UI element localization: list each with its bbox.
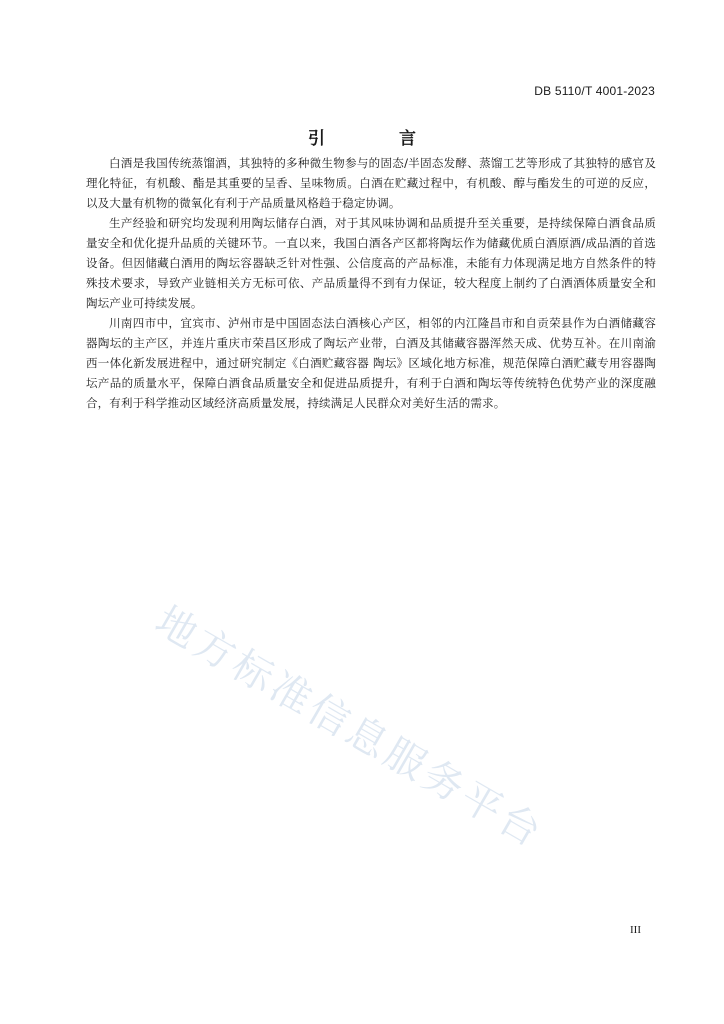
document-code: DB 5110/T 4001-2023 bbox=[534, 84, 655, 98]
section-title: 引 言 bbox=[308, 129, 450, 149]
watermark: 地方标准信息服务平台 bbox=[147, 597, 552, 858]
paragraph: 川南四市中，宜宾市、泸州市是中国固态法白酒核心产区，相邻的内江隆昌市和自贡荣县作为白酒储藏容器陶坛的主产区，并连片重庆市荣昌区形成了陶坛产业带，白酒及其储藏容器浑然天成、优势互补。在川南渝西一体化新发展进程中，通过研究制定《白酒贮藏容器 陶坛》区域化地方标准，规范保障白酒贮藏专用容器陶坛产品的质量水平，保障白酒食品质量安全和促进品质提升，有利于白酒和陶坛等传统特色优势产业的深度融合，有利于科学推动区域经济高质量发展，持续满足人民群众对美好生活的需求。 bbox=[86, 316, 656, 410]
paragraph: 生产经验和研究均发现利用陶坛储存白酒，对于其风味协调和品质提升至关重要，是持续保障白酒食品质量安全和优化提升品质的关键环节。一直以来，我国白酒各产区都将陶坛作为储藏优质白酒原酒/成品酒的首选设备。但因储藏白酒用的陶坛容器缺乏针对性强、公信度高的产品标准，未能有力体现满足地方自然条件的特殊技术要求，导致产业链相关方无标可依、产品质量得不到有力保证，较大程度上制约了白酒酒体质量安全和陶坛产业可持续发展。 bbox=[86, 216, 656, 310]
document-body bbox=[86, 153, 656, 413]
page-number: III bbox=[630, 924, 641, 936]
paragraph: 白酒是我国传统蒸馏酒，其独特的多种微生物参与的固态/半固态发酵、蒸馏工艺等形成了其独特的感官及理化特征，有机酸、酯是其重要的呈香、呈味物质。白酒在贮藏过程中，有机酸、醇与酯发生的可逆的反应，以及大量有机物的微氧化有利于产品质量风格趋于稳定协调。 bbox=[86, 156, 656, 210]
